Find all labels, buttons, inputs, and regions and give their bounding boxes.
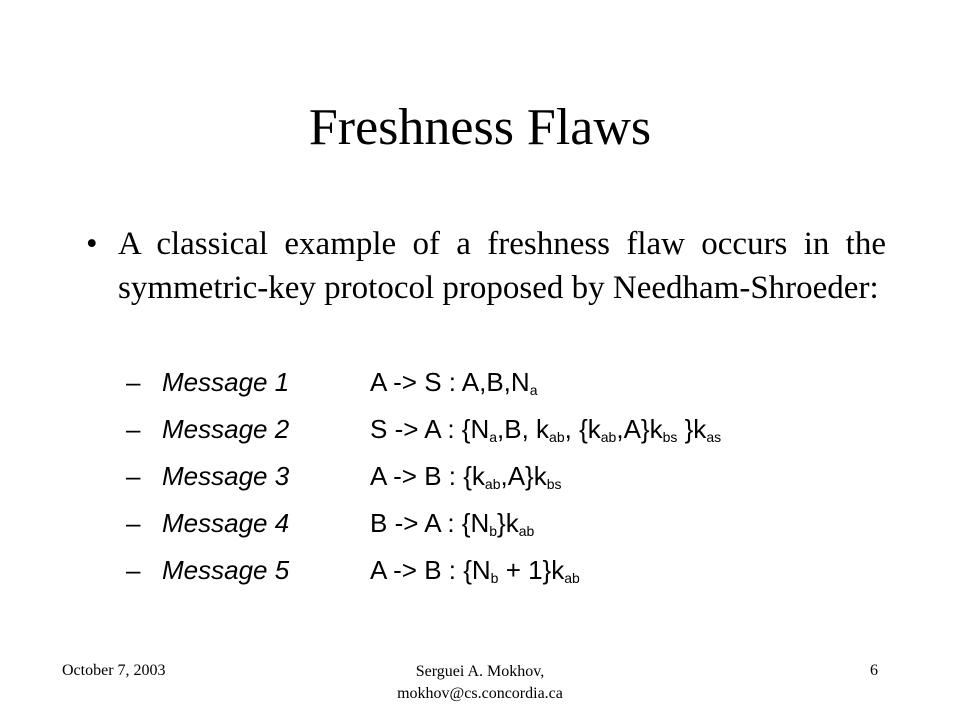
subscript: as xyxy=(706,429,722,445)
bullet-marker: • xyxy=(86,226,98,262)
message-label: Message 5 xyxy=(162,555,290,585)
subscript: bs xyxy=(662,429,678,445)
message-label: Message 2 xyxy=(162,414,290,444)
message-label: Message 4 xyxy=(162,508,290,538)
message-label: Message 3 xyxy=(162,461,290,491)
message-row xyxy=(126,454,886,501)
bullet-item xyxy=(86,222,886,310)
message-row xyxy=(126,360,886,407)
dash-marker: – xyxy=(126,367,141,397)
message-body: A -> S : $A,B,N_a$ xyxy=(370,367,538,398)
subscript: b xyxy=(489,523,498,539)
message-row xyxy=(126,501,886,548)
footer-page-number: 6 xyxy=(870,662,878,679)
footer-author xyxy=(330,661,630,705)
message-body: A -> B : $\{k_{ab},A\}k_{bs}$ xyxy=(370,461,562,492)
dash-marker: – xyxy=(126,508,141,538)
footer-author-email: mokhov@cs.concordia.ca xyxy=(397,685,563,702)
message-row xyxy=(126,407,886,454)
bullet-text: A classical example of a freshness flaw occurs in the symmetric-key protocol proposed by Needham-Shroeder: xyxy=(118,226,886,306)
message-body: A -> B : $\{N_b + 1\}k_{ab}$ xyxy=(370,555,580,586)
message-body: B -> A : $\{N_b\}k_{ab}$ xyxy=(370,508,535,539)
footer-author-name: Serguei A. Mokhov, xyxy=(415,663,545,680)
message-row xyxy=(126,548,886,595)
dash-marker: – xyxy=(126,461,141,491)
message-body: S -> A : {$N_a,B$, $k_{ab}$, $\{k_{ab},A\}k_{bs}$ }$k_{as}$ xyxy=(370,414,722,445)
subscript: ab xyxy=(600,429,617,445)
message-list xyxy=(126,360,886,595)
subscript: ab xyxy=(549,429,565,445)
subscript: ab xyxy=(484,476,501,492)
footer-date: October 7, 2003 xyxy=(62,662,166,679)
subscript: ab xyxy=(564,570,580,586)
subscript: a xyxy=(529,382,538,398)
subscript: b xyxy=(490,570,499,586)
dash-marker: – xyxy=(126,414,141,444)
slide-title: Freshness Flaws xyxy=(308,99,652,156)
dash-marker: – xyxy=(126,555,141,585)
subscript: bs xyxy=(546,476,562,492)
subscript: a xyxy=(489,429,498,445)
subscript: ab xyxy=(518,523,535,539)
message-label: Message 1 xyxy=(162,367,290,397)
